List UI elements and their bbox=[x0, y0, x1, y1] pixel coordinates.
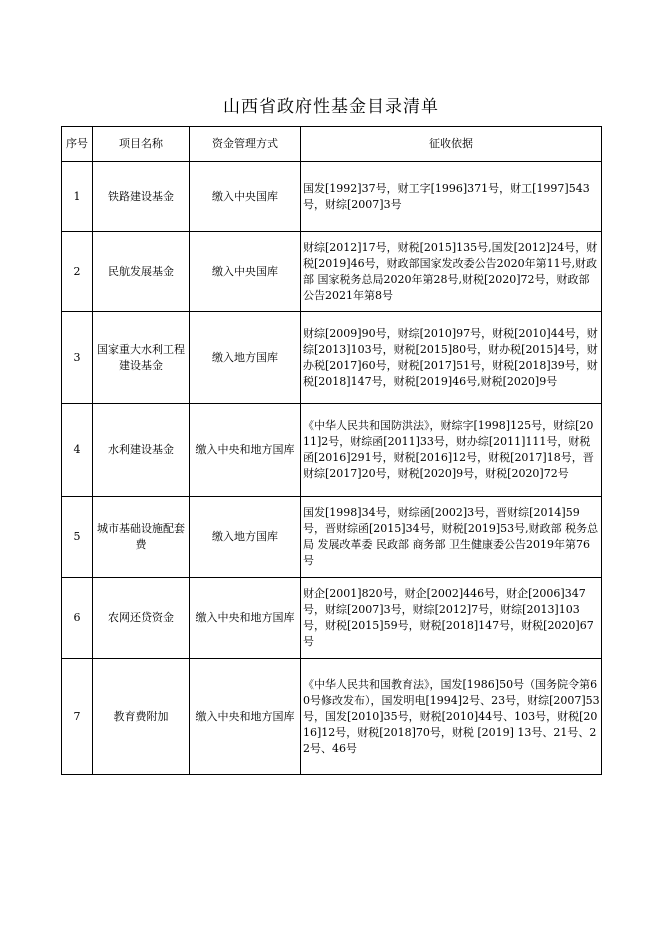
row-name: 城市基础设施配套费 bbox=[93, 497, 190, 578]
table-row bbox=[62, 497, 602, 578]
header-management: 资金管理方式 bbox=[190, 127, 301, 162]
row-basis: 国发[1998]34号，财综函[2002]3号，晋财综[2014]59号，晋财综函[2015]34号，财税[2019]53号,财政部 税务总局 发展改革委 民政部 商务部 卫生健康委公告2019年第76号 bbox=[301, 497, 602, 578]
row-name: 民航发展基金 bbox=[93, 232, 190, 312]
row-name: 国家重大水利工程建设基金 bbox=[93, 312, 190, 404]
page-title: 山西省政府性基金目录清单 bbox=[223, 97, 439, 117]
row-basis: 财综[2012]17号，财税[2015]135号,国发[2012]24号，财税[2019]46号，财政部国家发改委公告2020年第11号,财政部 国家税务总局2020年第28号,财税[2020]72号，财政部公告2021年第8号 bbox=[301, 232, 602, 312]
row-basis: 《中华人民共和国防洪法》，财综字[1998]125号，财综[2011]2号，财综函[2011]33号，财办综[2011]111号，财税函[2016]291号，财税[2016]12号，财税[2017]18号，晋财综[2017]20号，财税[2020]9号，财税[2020]72号 bbox=[301, 404, 602, 497]
table-row bbox=[62, 659, 602, 775]
row-no: 1 bbox=[62, 162, 93, 232]
table-row bbox=[62, 578, 602, 659]
row-no: 2 bbox=[62, 232, 93, 312]
row-name: 教育费附加 bbox=[93, 659, 190, 775]
table-row bbox=[62, 162, 602, 232]
table-row bbox=[62, 232, 602, 312]
row-no: 4 bbox=[62, 404, 93, 497]
row-basis: 财综[2009]90号，财综[2010]97号，财税[2010]44号，财综[2013]103号，财税[2015]80号，财办税[2015]4号，财办税[2017]60号，财税[2017]51号，财税[2018]39号，财税[2018]147号，财税[2019]46号,财税[2020]9号 bbox=[301, 312, 602, 404]
row-name: 铁路建设基金 bbox=[93, 162, 190, 232]
header-basis: 征收依据 bbox=[301, 127, 602, 162]
row-management: 缴入地方国库 bbox=[190, 312, 301, 404]
row-basis: 国发[1992]37号，财工字[1996]371号，财工[1997]543号，财综[2007]3号 bbox=[301, 162, 602, 232]
row-management: 缴入中央和地方国库 bbox=[190, 404, 301, 497]
header-name: 项目名称 bbox=[93, 127, 190, 162]
row-no: 5 bbox=[62, 497, 93, 578]
row-management: 缴入地方国库 bbox=[190, 497, 301, 578]
row-no: 3 bbox=[62, 312, 93, 404]
row-basis: 《中华人民共和国教育法》，国发[1986]50号（国务院令第60号修改发布），国发明电[1994]2号、23号，财综[2007]53号，国发[2010]35号，财税[2010]44号、103号，财税[2016]12号，财税[2018]70号，财税 [2019] 13号、21号、22号、46号 bbox=[301, 659, 602, 775]
row-management: 缴入中央和地方国库 bbox=[190, 578, 301, 659]
table-row bbox=[62, 312, 602, 404]
row-no: 6 bbox=[62, 578, 93, 659]
row-name: 农网还贷资金 bbox=[93, 578, 190, 659]
table-header-row bbox=[62, 127, 602, 162]
row-management: 缴入中央和地方国库 bbox=[190, 659, 301, 775]
row-basis: 财企[2001]820号，财企[2002]446号，财企[2006]347号，财综[2007]3号，财综[2012]7号，财综[2013]103号，财税[2015]59号，财税[2018]147号，财税[2020]67号 bbox=[301, 578, 602, 659]
row-no: 7 bbox=[62, 659, 93, 775]
row-name: 水利建设基金 bbox=[93, 404, 190, 497]
header-no: 序号 bbox=[62, 127, 93, 162]
table-row bbox=[62, 404, 602, 497]
row-management: 缴入中央国库 bbox=[190, 162, 301, 232]
fund-catalog-table bbox=[61, 126, 602, 775]
row-management: 缴入中央国库 bbox=[190, 232, 301, 312]
